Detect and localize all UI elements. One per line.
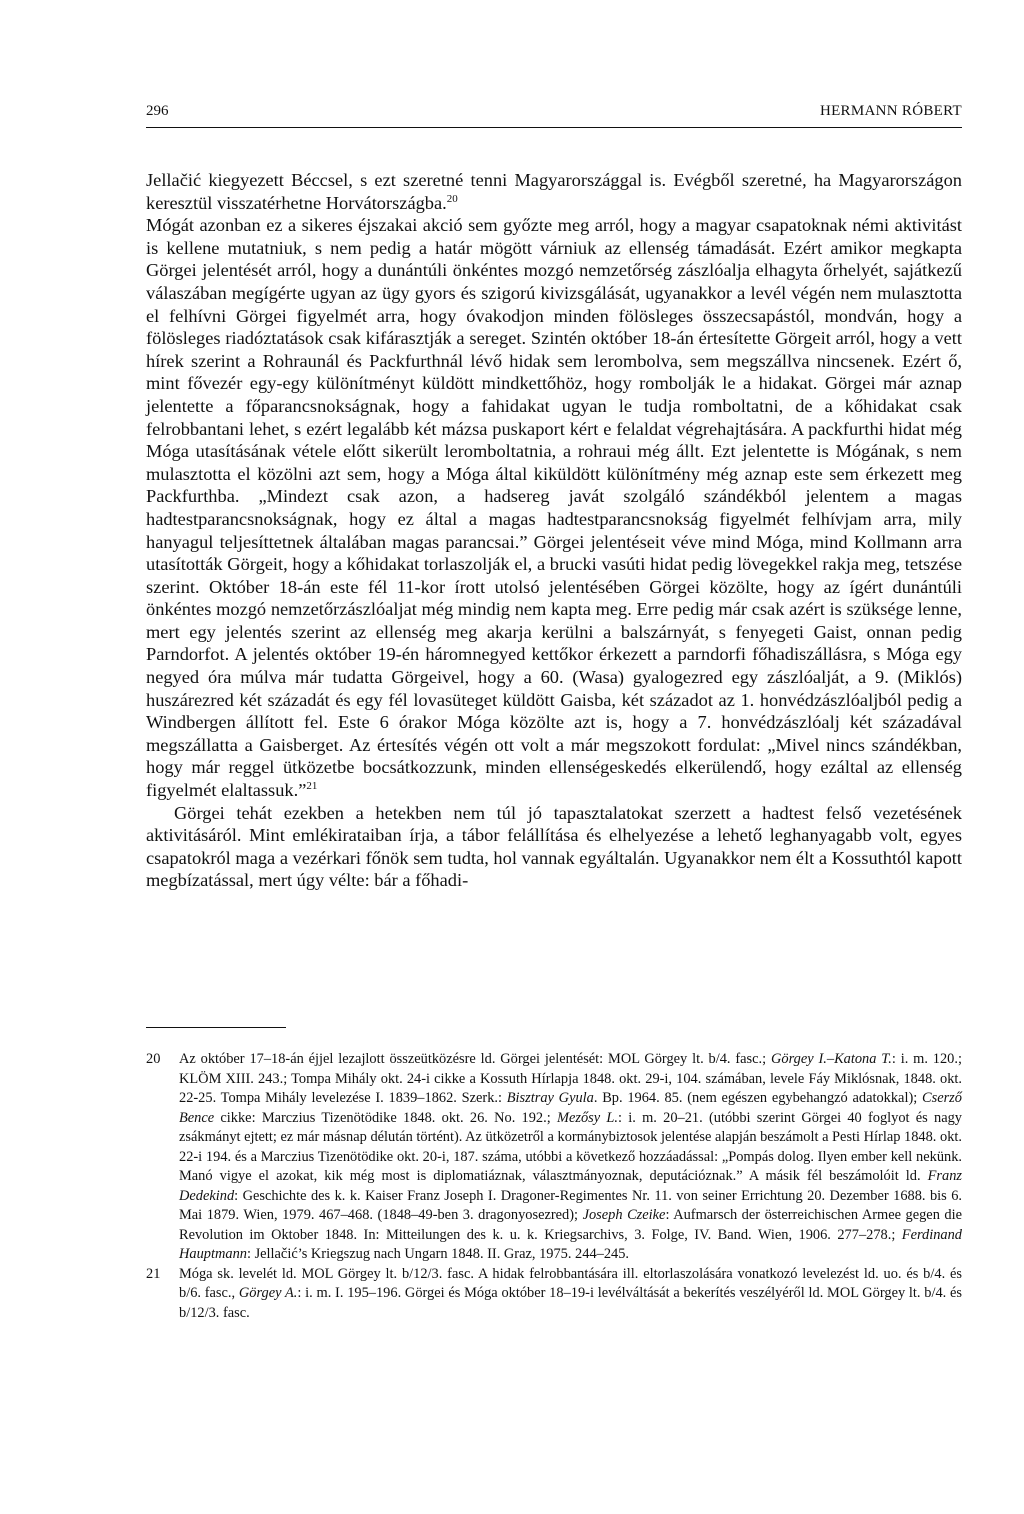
author-name: Bisztray Gyula — [506, 1090, 594, 1106]
page-header — [146, 103, 962, 127]
author-name: Ferdinand Hauptmann — [179, 1226, 962, 1262]
paragraph-2 — [146, 214, 962, 801]
paragraph-2-text: Mógát azonban ez a sikeres éjszakai akció sem győzte meg arról, hogy a magyar csapatoknak némi aktivitást is kellene mutatniuk, s nem pedig a határ mögött várniuk az ellenség támadását. Ezért amikor megkapta Görgei jelentését arról, hogy a dunántúli önkéntes mozgó nemzetőrség zászlóalja elhagyta őrhelyét, sajátkezű válaszában megígérte ugyan az ügy gyors és szigorú kivizsgálását, ugyanakkor a levél végén nem mulasztotta el felhívni Görgei figyelmét arra, hogy óvakodjon minden fölösleges összecsapástól, mondván, hogy a fölösleges riadóztatások csak kifárasztják a sereget. Szintén október 18-án értesítette Görgeit arról, hogy a vett hírek szerint a Rohraunál és Packfurthnál lévő hidak sem lerombolva, sem megszállva nincsenek. Ezért ő, mint fővezér egy-egy különítményt küldött mindkettőhöz, hogy rombolják le a hidakat. Görgei már aznap jelentette a főparancsnokságnak, hogy a fahidakat ugyan le tudja romboltatni, de a kőhidakat csak felrobbantani lehet, s ezért legalább két mázsa puskaport kért e felaldat végrehajtására. A packfurthi hidat még Móga utasításának vétele előtt sikerült leromboltatnia, a rohraui még állt. Ezt jelentette is Mógának, s nem mulasztotta el közölni azt sem, hogy a Móga által kiküldött különítmény még aznap este sem érkezett meg Packfurthba. „Mindezt csak azon, a hadsereg javát szolgáló szándékból jelentem a magas hadtestparancsnokságnak, hogy ez által a magas hadtestparancsnokság figyelmét felhívjam arra, mily hanyagul teljesíttetnek általában magas parancsai.” Görgei jelentéseit véve mind Móga, mind Kollmann arra utasították Görgeit, hogy a kőhidakat torlaszolják el, a brucki vasúti hidat pedig lövegekkel rakja meg, tetszése szerint. Október 18-án este fél 11-kor írott utolsó jelentésében Görgei közölte, hogy az ígért dunántúli önkéntes mozgó nemzetőrzászlóaljat még mindig nem kapta meg. Erre pedig már csak azért is szüksége lenne, mert egy jelentés szerint az ellenség meg akarja kerülni a balszárnyát, s fenyegeti Gaist, onnan pedig Parndorfot. A jelentés október 19-én háromnegyed kettőkor érkezett a parndorfi főhadiszállásra, s Móga egy negyed óra múlva már tudatta Görgeivel, hogy a 60. (Wasa) gyalogezred egy zászlóalját, a 9. (Miklós) huszárezred két századát és egy fél lovasüteget küldött Gaisba, két századot az 1. honvédzászlóaljból pedig a Windbergen állított fel. Este 6 órakor Móga közölte azt is, hogy a 7. honvédzászlóalj két századával megszállatta a Gaisberget. Az értesítés végén ott volt a már megszokott fordulat: „Mivel nincs szándékban, hogy már reggel ütközetbe bocsátkozzunk, minden ellenségeskedés elkerülendő, hogy ezáltal az ellenség figyelmét elaltassuk.” — [146, 215, 962, 801]
footnote-ref-20[interactable]: 20 — [446, 192, 458, 205]
footnote-text: Az október 17–18-án éjjel lezajlott összeütközésre ld. Görgei jelentését: MOL Görgey lt. b/4. fasc.; Görgey I.–Katona T.: i. m. 120.; KLÖM XIII. 243.; Tompa Mihály okt. 24-i cikke a Kossuth Hírlapja 1848. okt. 29-i, 104. számában, levele Fáy Miklósnak, 1848. okt. 22-25. Tompa Mihály levelezése I. 1839–1862. Szerk.: Bisztray Gyula. Bp. 1964. 85. (nem egészen egybehangzó adatokkal); Cserző Bence cikke: Marczius Tizenötödike 1848. okt. 26. No. 192.; Mezősy L.: i. m. 20–21. (utóbbi szerint Görgei 40 foglyot és nagy zsákmányt ejtett; ez már másnap délután történt). Az ütközetről a kormánybiztosok jelentése alapján beszámolt a Pesti Hírlap 1848. okt. 22-i 194. és a Marczius Tizenötödike okt. 20-i, 187. száma, utóbbi a következő hozzáadással: „Pompás dolog. Ilyen ember kell nekünk. Manó vigye el azokat, kik még most is diplomatiáznak, választmányoznak, deputációznak.” A másik fél beszámolóit ld. Franz Dedekind: Geschichte des k. k. Kaiser Franz Joseph I. Dragoner-Regimentes Nr. 11. von seiner Errichtung 20. Dezember 1688. bis 6. Mai 1879. Wien, 1979. 467–468. (1848–49-ben 3. dragonyosezred); Joseph Czeike: Aufmarsch der österreichischen Armee gegen die Revolution im Oktober 1848. In: Mitteilungen des k. u. k. Kriegsarchivs, 3. Folge, IV. Band. Wien, 1906. 277–278.; Ferdinand Hauptmann: Jellačić’s Kriegszug nach Ungarn 1848. II. Graz, 1975. 244–245. — [179, 1051, 963, 1262]
footnote-ref-21[interactable]: 21 — [306, 779, 318, 792]
header-rule — [146, 127, 962, 128]
footnote-number: 21 — [146, 1265, 161, 1282]
footnote-rule — [146, 1027, 286, 1028]
author-name: Joseph Czeike — [582, 1207, 666, 1223]
author-name: Görgey I.–Katona T. — [771, 1051, 892, 1067]
body-text — [146, 169, 962, 892]
footnotes — [146, 1050, 962, 1323]
paragraph-1 — [146, 169, 962, 214]
paragraph-1-text: Jellačić kiegyezett Béccsel, s ezt szeretné tenni Magyarországgal is. Evégből szeretné, ha Magyarországon keresztül visszatérhetne Horvátországba. — [146, 170, 962, 213]
author-name: Cserző Bence — [179, 1090, 962, 1126]
paragraph-3: Görgei tehát ezekben a hetekben nem túl jó tapasztalatokat szerzett a hadtest felső vezetésének aktivitásáról. Mint emlékirataiban írja, a tábor felállítása és elhelyezése a lehető leghanyagabb volt, egyes csapatokról maga a vezérkari főnök sem tudta, hol vannak egyáltalán. Ugyanakkor nem élt a Kossuthtól kapott megbízatással, mert úgy vélte: bár a főhadi- — [146, 802, 962, 891]
footnote-number: 20 — [146, 1051, 161, 1067]
page-number: 296 — [146, 103, 169, 119]
author-name: Franz Dedekind — [179, 1168, 962, 1204]
running-title: HERMANN RÓBERT — [819, 103, 962, 119]
footnote-text: Móga sk. levelét ld. MOL Görgey lt. b/12/3. fasc. A hidak felrobbantására ill. eltorlaszolására vonatkozó levelezést ld. uo. és b/4. és b/6. fasc., Görgey A.: i. m. I. 195–196. Görgei és Móga október 18–19-i levélváltását a bekerítés veszélyéről ld. MOL Görgey lt. b/4. és b/12/3. fasc. — [179, 1265, 962, 1321]
footnote-20 — [146, 1050, 962, 1265]
footnote-21 — [146, 1265, 962, 1324]
author-name: Görgey A. — [238, 1285, 298, 1301]
author-name: Mezősy L. — [556, 1109, 618, 1126]
